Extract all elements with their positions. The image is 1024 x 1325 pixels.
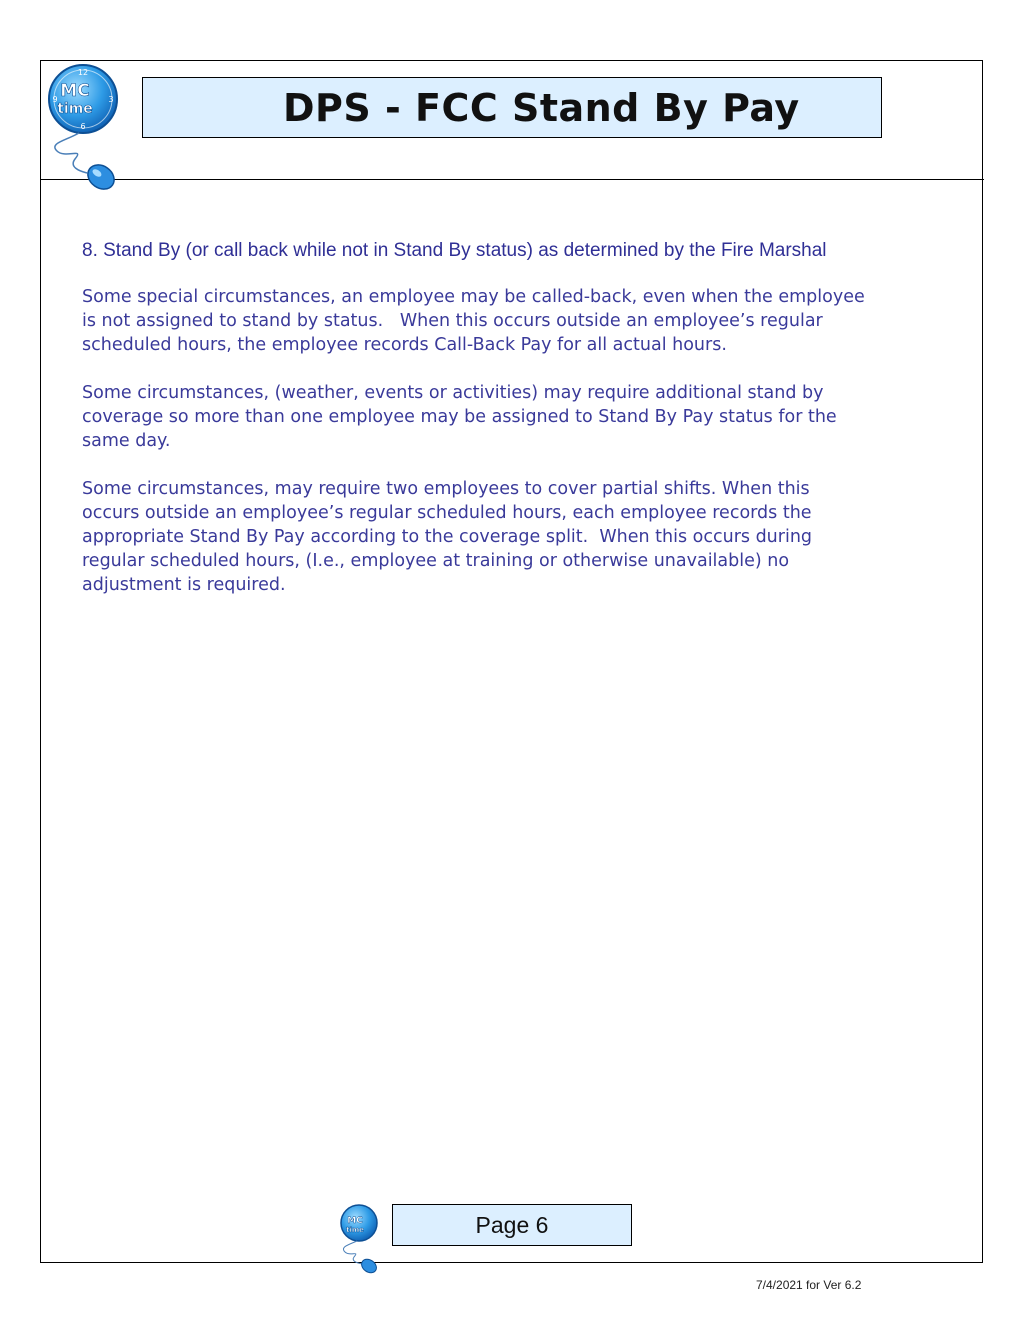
content-area (82, 240, 952, 621)
paragraph-line: regular scheduled hours, (I.e., employee at training or otherwise unavailable) no (82, 551, 790, 571)
svg-text:6: 6 (80, 122, 86, 131)
paragraph-line: is not assigned to stand by status. When this occurs outside an employee’s regular (82, 311, 823, 331)
paragraph-line: Some special circumstances, an employee may be called-back, even when the employee (82, 287, 865, 307)
header-divider (40, 179, 984, 180)
mc-time-logo (45, 63, 125, 193)
title-banner (142, 77, 882, 138)
paragraph (82, 381, 952, 453)
paragraph (82, 285, 952, 357)
page-title: DPS - FCC Stand By Pay (283, 85, 800, 130)
page-number: Page 6 (475, 1211, 549, 1238)
logo-text-bottom: time (57, 101, 93, 117)
svg-text:3: 3 (108, 95, 114, 104)
svg-text:9: 9 (52, 95, 58, 104)
paragraph-line: same day. (82, 431, 171, 451)
paragraph-line: adjustment is required. (82, 575, 286, 595)
paragraph-line: Some circumstances, may require two employees to cover partial shifts. When this (82, 479, 810, 499)
footer-date-version: 7/4/2021 for Ver 6.2 (756, 1278, 862, 1292)
logo-text-top: MC (60, 81, 90, 101)
paragraph-line: appropriate Stand By Pay according to the coverage split. When this occurs during (82, 527, 813, 547)
paragraph-line: coverage so more than one employee may be assigned to Stand By Pay status for the (82, 407, 837, 427)
logo-text-bottom: time (346, 1226, 364, 1234)
mc-time-logo-small (338, 1203, 382, 1275)
paragraph-line: Some circumstances, (weather, events or activities) may require additional stand by (82, 383, 824, 403)
page-number-box (392, 1204, 632, 1246)
paragraph (82, 477, 952, 597)
paragraph-line: scheduled hours, the employee records Call-Back Pay for all actual hours. (82, 335, 727, 355)
paragraph-line: occurs outside an employee’s regular scheduled hours, each employee records the (82, 503, 812, 523)
section-heading: 8. Stand By (or call back while not in Stand By status) as determined by the Fire Marshal (82, 240, 827, 261)
svg-text:12: 12 (77, 68, 89, 77)
logo-text-top: MC (347, 1216, 363, 1226)
